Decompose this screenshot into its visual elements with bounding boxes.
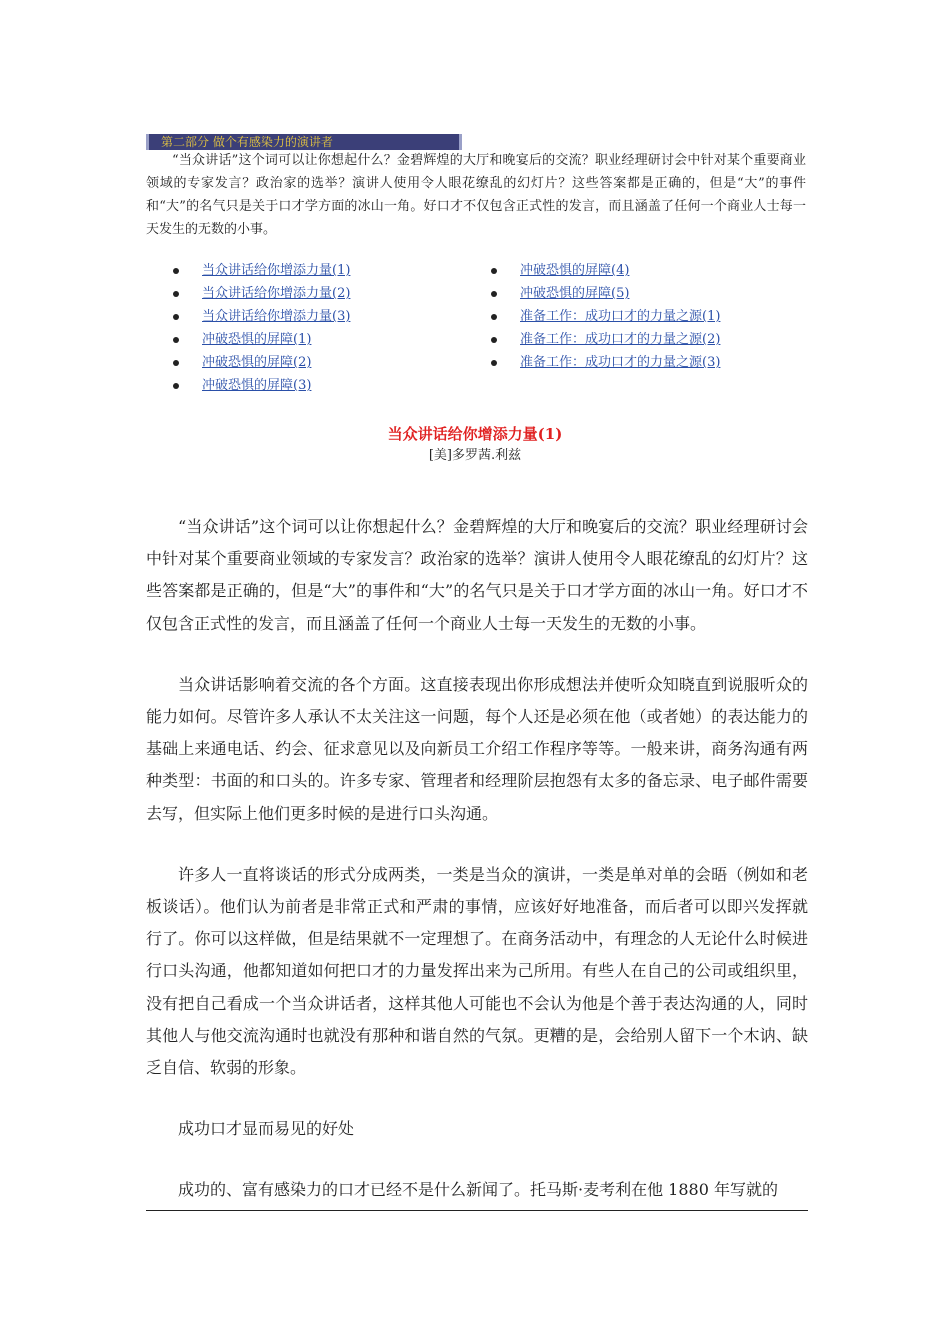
toc-column-2 — [491, 259, 720, 374]
section-title: 第二部分 做个有感染力的演讲者 — [161, 135, 333, 149]
section-subheading: 成功口才显而易见的好处 — [178, 1119, 355, 1139]
toc-item — [173, 328, 350, 351]
intro-summary — [146, 149, 806, 241]
toc-link[interactable]: 冲破恐惧的屏障(3) — [202, 378, 312, 393]
toc-item — [173, 351, 350, 374]
article-body — [146, 511, 808, 1207]
toc-item — [491, 282, 720, 305]
toc-link[interactable]: 冲破恐惧的屏障(2) — [202, 355, 312, 370]
toc-item — [173, 259, 350, 282]
body-paragraph-last-line: 成功的、富有感染力的口才已经不是什么新闻了。托马斯·麦考利在他 1880 年写就的 — [178, 1180, 778, 1200]
toc-link[interactable]: 准备工作：成功口才的力量之源(2) — [520, 332, 721, 347]
intro-paragraph: “当众讲话”这个词可以让你想起什么？金碧辉煌的大厅和晚宴后的交流？职业经理研讨会中针对某个重要商业领域的专家发言？政治家的选举？演讲人使用令人眼花缭乱的幻灯片？这些答案都是正确的，但是“大”的事件和“大”的名气只是关于口才学方面的冰山一角。好口才不仅包含正式性的发言，而且涵盖了任何一个商业人士每一天发生的无数的小事。 — [146, 153, 806, 237]
article-author: [美]多罗茜.利兹 — [428, 448, 522, 463]
toc-item — [491, 259, 720, 282]
toc-item — [173, 305, 350, 328]
toc-item — [491, 351, 720, 374]
toc-item — [491, 328, 720, 351]
toc-link[interactable]: 冲破恐惧的屏障(5) — [520, 286, 630, 301]
body-paragraph: 许多人一直将谈话的形式分成两类，一类是当众的演讲，一类是单对单的会晤（例如和老板谈话）。他们认为前者是非常正式和严肃的事情，应该好好地准备，而后者可以即兴发挥就行了。你可以这样做，但是结果就不一定理想了。在商务活动中，有理念的人无论什么时候进行口头沟通，他都知道如何把口才的力量发挥出来为己所用。有些人在自己的公司或组织里，没有把自己看成一个当众讲话者，这样其他人可能也不会认为他是个善于表达沟通的人，同时其他人与他交流沟通时也就没有那种和谐自然的气氛。更糟的是，会给别人留下一个木讷、缺乏自信、软弱的形象。 — [146, 864, 808, 1078]
toc-link[interactable]: 准备工作：成功口才的力量之源(3) — [520, 355, 721, 370]
article-title: 当众讲话给你增添力量(1) — [387, 425, 563, 443]
toc-link[interactable]: 当众讲话给你增添力量(3) — [202, 309, 351, 324]
toc-link[interactable]: 准备工作：成功口才的力量之源(1) — [520, 309, 721, 324]
toc-link[interactable]: 冲破恐惧的屏障(4) — [520, 263, 630, 278]
body-paragraph: “当众讲话”这个词可以让你想起什么？金碧辉煌的大厅和晚宴后的交流？职业经理研讨会中针对某个重要商业领域的专家发言？政治家的选举？演讲人使用令人眼花缭乱的幻灯片？这些答案都是正确的，但是“大”的事件和“大”的名气只是关于口才学方面的冰山一角。好口才不仅包含正式性的发言，而且涵盖了任何一个商业人士每一天发生的无数的小事。 — [146, 517, 808, 633]
toc-item — [491, 305, 720, 328]
toc-link[interactable]: 当众讲话给你增添力量(1) — [202, 263, 351, 278]
toc-link[interactable]: 冲破恐惧的屏障(1) — [202, 332, 312, 347]
body-paragraph: 当众讲话影响着交流的各个方面。这直接表现出你形成想法并使听众知晓直到说服听众的能力如何。尽管许多人承认不太关注这一问题，每个人还是必须在他（或者她）的表达能力的基础上来通电话、约会、征求意见以及向新员工介绍工作程序等等。一般来讲，商务沟通有两种类型：书面的和口头的。许多专家、管理者和经理阶层抱怨有太多的备忘录、电子邮件需要去写，但实际上他们更多时候的是进行口头沟通。 — [146, 674, 808, 823]
bottom-divider — [146, 1210, 808, 1211]
toc-item — [173, 374, 350, 397]
toc-item — [173, 282, 350, 305]
toc-link[interactable]: 当众讲话给你增添力量(2) — [202, 286, 351, 301]
toc-column-1 — [173, 259, 350, 397]
section-title-bar — [146, 134, 462, 150]
